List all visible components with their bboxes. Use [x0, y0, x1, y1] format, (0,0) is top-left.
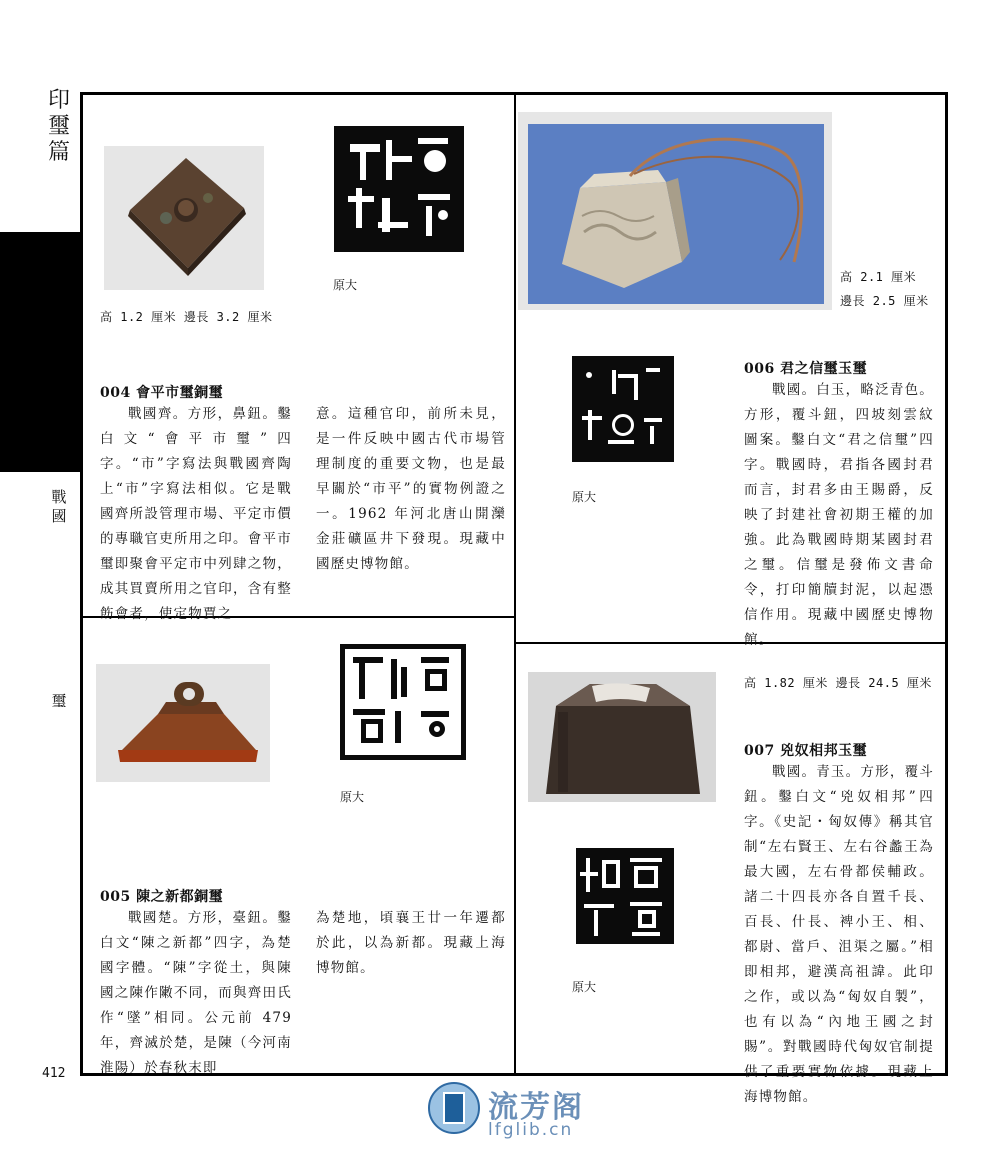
measurements-007: 高 1.82 厘米 邊長 24.5 厘米: [744, 676, 932, 690]
seal-impression-006: [572, 356, 674, 462]
vertical-divider: [514, 92, 516, 1076]
seal-caption-005: 原大: [340, 790, 365, 804]
dark-jade-seal-image: [528, 672, 716, 802]
section-subtitle: 戰國: [51, 488, 67, 525]
seal-impression-005: [340, 644, 466, 760]
bronze-platform-seal-image: [96, 664, 270, 782]
book-icon: [443, 1092, 465, 1124]
section-tab-bar: [0, 232, 80, 472]
seal-impression-004: [334, 126, 464, 252]
watermark-url: lfglib.cn: [488, 1120, 574, 1140]
page-number: 412: [42, 1066, 66, 1081]
seal-caption-004: 原大: [333, 278, 358, 292]
body-007: 戰國。青玉。方形，覆斗鈕。鑿白文“兇奴相邦”四字。《史記・匈奴傳》稱其官制“左右賢王、左右谷蠡王為最大國，左右骨都侯輔政。諸二十四長亦各自置千長、百長、什長、裨小王、相、都尉、當戶、沮渠之屬。”相即相邦，避漢高祖諱。此印之作，或以為“匈奴自製”，也有以為“內地王國之封賜”。對戰國時代匈奴官制提供了重要實物依據。現藏上海博物館。: [744, 764, 934, 1105]
jade-seal-image: [518, 112, 832, 310]
heading-007: 007 兇奴相邦玉璽: [744, 743, 868, 759]
seal-caption-006: 原大: [572, 490, 597, 504]
body-005-col1: 戰國楚。方形，臺鈕。鑿白文“陳之新都”四字，為楚國字體。“陳”字從土，與陳國之陳作敶不同，而與齊田氏作“墜”相同。公元前 479 年，齊滅於楚，是陳（今河南淮陽）於春秋末即: [100, 910, 292, 1076]
seal-caption-007: 原大: [572, 980, 597, 994]
body-005-col2: 為楚地，頃襄王廿一年遷都於此，以為新都。現藏上海博物館。: [316, 910, 506, 976]
photo-004-bronze-seal: [104, 146, 264, 290]
heading-006: 006 君之信璽玉璽: [744, 361, 868, 377]
measurements-006-height: 高 2.1 厘米: [840, 270, 917, 284]
body-004-col2: 意。這種官印，前所未見，是一件反映中國古代市場管理制度的重要文物，也是最早關於“市平”的實物例證之一。1962 年河北唐山開灤金莊礦區井下發現。現藏中國歷史博物館。: [316, 406, 506, 572]
measurements-004: 高 1.2 厘米 邊長 3.2 厘米: [100, 310, 273, 324]
measurements-006-side: 邊長 2.5 厘米: [840, 294, 929, 308]
photo-005-bronze-seal: [96, 664, 270, 782]
body-006: 戰國。白玉，略泛青色。方形，覆斗鈕，四坡刻雲紋圖案。鑿白文“君之信璽”四字。戰國時，君指各國封君而言，封君多由王賜爵，反映了封建社會初期王權的加強。此為戰國時期某國封君之璽。信璽是發佈文書命令，打印簡牘封泥，以起憑信作用。現藏中國歷史博物館。: [744, 382, 934, 648]
photo-006-jade-seal: [518, 112, 832, 310]
body-004-col1: 戰國齊。方形，鼻鈕。鑿白文“會平市璽”四字。“市”字寫法與戰國齊陶上“市”字寫法相似。它是戰國齊所設管理市場、平定市價的專職官吏所用之印。會平市璽即聚會平定市中列肆之物，成其買賣所用之官印，含有整飭會者，使定物賈之: [100, 406, 292, 622]
watermark-brand: 流芳阁: [488, 1090, 584, 1125]
side-label: 璽: [51, 692, 67, 710]
seal-impression-007: [576, 848, 674, 944]
heading-005: 005 陳之新都銅璽: [100, 889, 224, 905]
heading-004: 004 會平市璽銅璽: [100, 385, 224, 401]
section-title: 印璽篇: [47, 88, 70, 165]
bronze-seal-image: [104, 146, 264, 290]
photo-007-jade-seal: [528, 672, 716, 802]
